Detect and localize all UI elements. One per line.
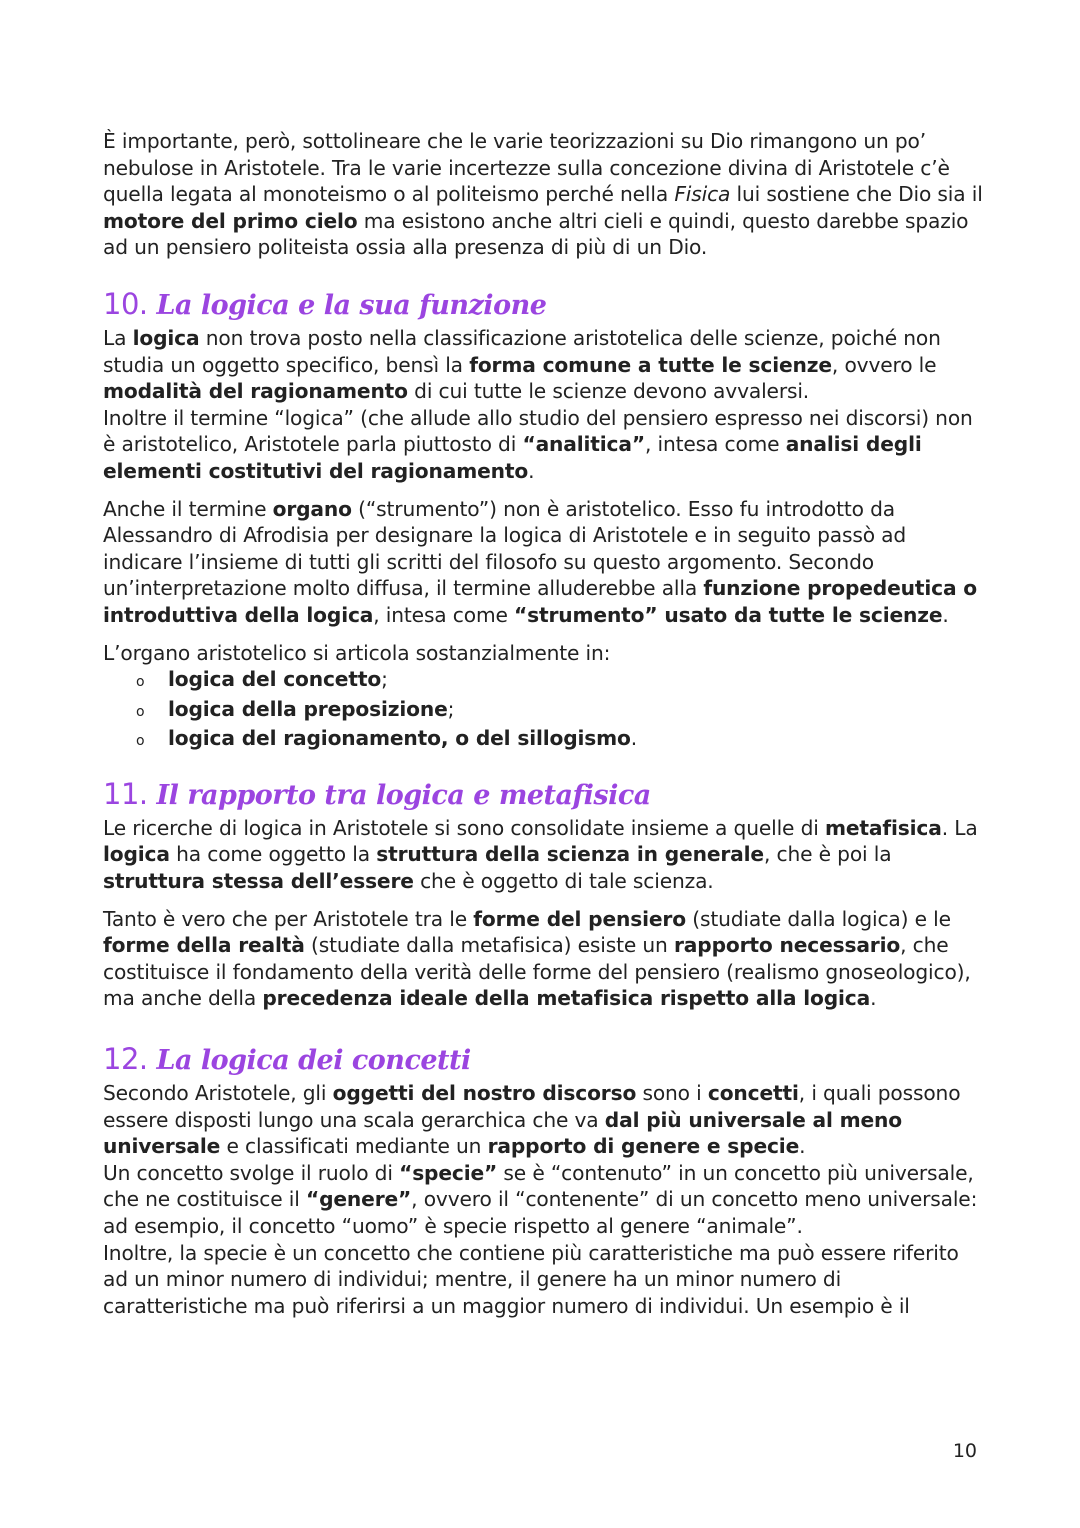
section-title: La logica e la sua funzione: [156, 289, 547, 321]
text-run: .: [630, 726, 638, 751]
section-heading-11: [103, 777, 988, 813]
list-item: [136, 725, 988, 755]
text-run: ;: [447, 696, 455, 721]
section-heading-12: [103, 1042, 988, 1078]
paragraph-analitica: [103, 405, 988, 485]
italic-text: Fisica: [674, 182, 731, 207]
text-run: sono i: [636, 1081, 708, 1106]
text-run: Le ricerche di logica in Aristotele si sono consolidate insieme a quelle di: [103, 815, 825, 840]
bold-text: logica: [132, 325, 200, 350]
section-number: 10.: [103, 286, 148, 321]
text-run: di cui tutte le scienze devono avvalersi.: [407, 379, 810, 404]
text-run: , ovvero il “contenente” di un concetto meno universale: ad esempio, il concetto “uomo” è specie rispetto al genere “animale”.: [103, 1187, 978, 1238]
bold-text: forma comune a tutte le scienze: [469, 352, 832, 377]
text-run: , che costituisce il fondamento della verità delle forme del pensiero (realismo gnoseologico), ma anche della: [103, 933, 971, 1011]
text-run: , intesa come: [644, 432, 786, 457]
text-run: .: [799, 1134, 806, 1159]
paragraph-concetti: [103, 1080, 988, 1160]
text-run: Secondo Aristotele, gli: [103, 1081, 333, 1106]
circle-bullet-icon: o: [136, 703, 145, 720]
text-run: se è “contenuto” in un concetto più universale, che ne costituisce il: [103, 1160, 974, 1212]
bold-text: rapporto di genere e specie: [487, 1134, 800, 1159]
bold-text: “specie”: [399, 1160, 498, 1185]
bold-text: “strumento” usato da tutte le scienze: [514, 602, 943, 627]
text-run: La: [103, 325, 133, 350]
bold-text: “analitica”: [522, 432, 645, 457]
bold-text: struttura della scienza in generale: [376, 842, 764, 867]
bold-text: logica: [103, 842, 170, 867]
paragraph-logica-metafisica: [103, 815, 988, 895]
section-title: La logica dei concetti: [156, 1045, 471, 1077]
list-item: [136, 696, 988, 726]
section-number: 12.: [103, 1042, 148, 1077]
logic-parts-list: [103, 666, 988, 755]
bold-text: funzione propedeutica o introduttiva della logica: [103, 576, 978, 627]
circle-bullet-icon: o: [136, 733, 145, 750]
bold-text: struttura stessa dell’essere: [103, 869, 414, 894]
bold-text: “genere”: [305, 1187, 412, 1212]
bold-text: motore del primo cielo: [103, 208, 358, 233]
bold-text: modalità del ragionamento: [103, 379, 408, 404]
text-run: , intesa come: [373, 602, 514, 627]
text-run: non trova posto nella classificazione aristotelica delle scienze, poiché non studia un oggetto specifico, bensì la: [103, 325, 941, 377]
section-number: 11.: [103, 776, 148, 811]
text-run: , i quali possono essere disposti lungo una scala gerarchica che va: [103, 1081, 961, 1132]
text-run: .: [942, 602, 949, 627]
circle-bullet-icon: o: [136, 674, 145, 691]
text-run: lui sostiene che Dio sia il: [730, 182, 983, 207]
bold-text: forme del pensiero: [473, 906, 686, 931]
text-run: , ovvero le: [831, 352, 937, 377]
text-run: (studiate dalla logica) e le: [685, 906, 951, 931]
bold-text: concetti: [707, 1081, 799, 1106]
bold-text: logica del concetto: [168, 667, 382, 692]
paragraph-forme-pensiero: [103, 906, 988, 1012]
page-number: 10: [952, 1440, 977, 1462]
text-run: Tanto è vero che per Aristotele tra le: [103, 906, 474, 931]
text-run: ha come oggetto la: [169, 842, 377, 867]
text-run: ma esistono anche altri cieli e quindi, questo darebbe spazio ad un pensiero politeista ossia alla presenza di più di un Dio.: [103, 208, 969, 260]
bold-text: logica del ragionamento, o del sillogismo: [168, 726, 631, 751]
text-run: (studiate dalla metafisica) esiste un: [304, 933, 674, 958]
text-run: , che è poi la: [763, 842, 892, 867]
text-run: È importante, però, sottolineare che le varie teorizzazioni su Dio rimangono un po’ nebulose in Aristotele. Tra le varie incertezze sulla concezione divina di Aristotele c’è quella legata al monoteismo o al politeismo perché nella: [103, 129, 950, 207]
bold-text: metafisica: [824, 815, 942, 840]
list-item: [136, 666, 988, 696]
section-title: Il rapporto tra logica e metafisica: [156, 779, 651, 811]
text-run: .: [870, 986, 877, 1011]
text-run: .: [528, 458, 535, 483]
bold-text: analisi degli elementi costitutivi del ragionamento: [103, 432, 922, 483]
document-page: [103, 128, 988, 1319]
bold-text: organo: [272, 496, 352, 521]
paragraph-organo-articolazione: L’organo aristotelico si articola sostanzialmente in:: [103, 640, 611, 665]
bold-text: rapporto necessario: [673, 933, 901, 958]
bold-text: precedenza ideale della metafisica rispetto alla logica: [262, 986, 871, 1011]
text-run: e classificati mediante un: [220, 1134, 488, 1159]
text-run: . La: [941, 815, 978, 840]
bold-text: oggetti del nostro discorso: [332, 1081, 637, 1106]
section-heading-10: [103, 287, 988, 323]
text-run: (“strumento”) non è aristotelico. Esso fu introdotto da Alessandro di Afrodisia per designare la logica di Aristotele e in seguito passò ad indicare l’insieme di tutti gli scritti del filosofo su questo argomento. Secondo un’interpretazione molto diffusa, il termine alluderebbe alla: [103, 496, 907, 601]
paragraph-organo: [103, 496, 988, 629]
paragraph-dio-nebulose: [103, 128, 988, 261]
paragraph-logica-classificazione: [103, 325, 988, 405]
bold-text: logica della preposizione: [168, 696, 448, 721]
bold-text: forme della realtà: [103, 933, 305, 958]
text-run: Un concetto svolge il ruolo di: [103, 1160, 400, 1185]
text-run: Anche il termine: [103, 496, 273, 521]
text-run: che è oggetto di tale scienza.: [413, 869, 714, 894]
paragraph-specie-genere: [103, 1160, 988, 1240]
bold-text: dal più universale al meno universale: [103, 1107, 902, 1159]
text-run: ;: [381, 667, 388, 692]
text-run: Inoltre il termine “logica” (che allude allo studio del pensiero espresso nei discorsi) non è aristotelico, Aristotele parla piuttosto di: [103, 405, 973, 457]
paragraph-caratteristiche: Inoltre, la specie è un concetto che contiene più caratteristiche ma può essere riferito ad un minor numero di individui; mentre, il genere ha un minor numero di caratteristiche ma può riferirsi a un maggior numero di individui. Un esempio è il: [103, 1240, 959, 1318]
